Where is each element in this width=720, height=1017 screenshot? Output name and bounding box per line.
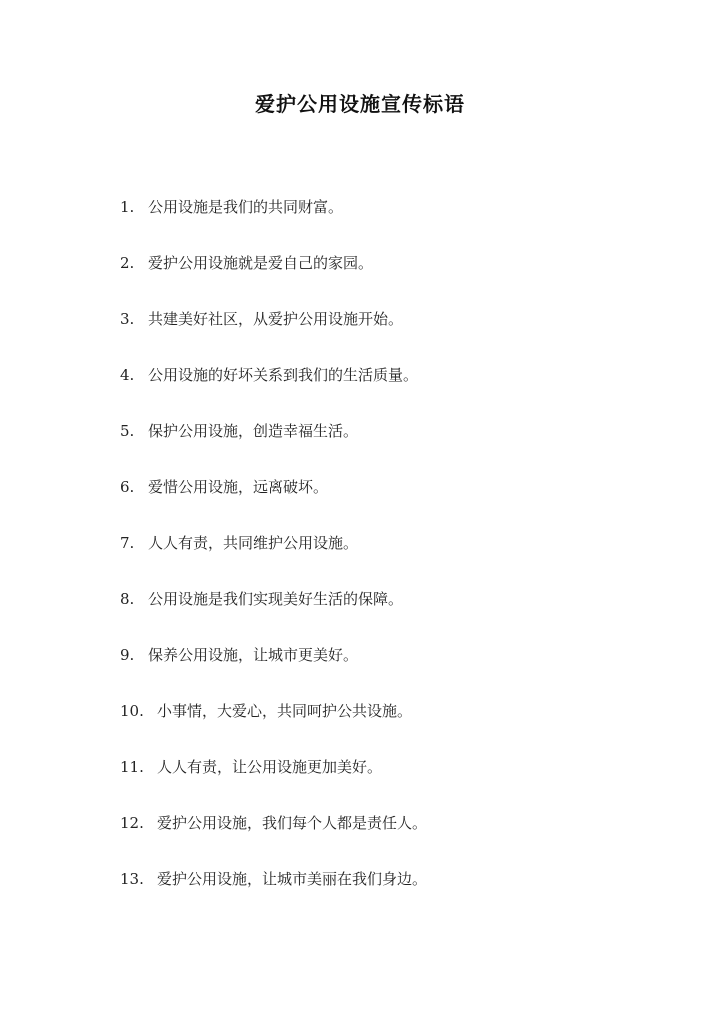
item-number: 10. (120, 702, 144, 720)
item-text: 小事情，大爱心，共同呵护公共设施。 (157, 702, 413, 720)
list-item (120, 476, 680, 532)
list-item (120, 532, 680, 588)
item-number: 11. (120, 758, 144, 776)
list-item (120, 196, 680, 252)
list-item (120, 588, 680, 644)
item-number: 9. (120, 646, 135, 664)
list-item (120, 644, 680, 700)
item-text: 人人有责，让公用设施更加美好。 (157, 758, 383, 776)
item-text: 保护公用设施，创造幸福生活。 (148, 422, 359, 440)
list-item (120, 868, 680, 924)
item-number: 6. (120, 478, 135, 496)
list-item (120, 252, 680, 308)
item-number: 13. (120, 870, 144, 888)
item-text: 人人有责，共同维护公用设施。 (148, 534, 359, 552)
document-title: 爱护公用设施宣传标语 (255, 92, 465, 116)
item-number: 8. (120, 590, 135, 608)
item-number: 5. (120, 422, 135, 440)
item-number: 1. (120, 198, 135, 216)
list-item (120, 700, 680, 756)
item-number: 7. (120, 534, 135, 552)
item-text: 爱护公用设施就是爱自己的家园。 (148, 254, 374, 272)
list-item (120, 756, 680, 812)
item-text: 公用设施是我们的共同财富。 (148, 198, 344, 216)
list-item (120, 308, 680, 364)
list-item (120, 812, 680, 868)
item-text: 公用设施是我们实现美好生活的保障。 (148, 590, 404, 608)
item-text: 爱护公用设施，让城市美丽在我们身边。 (157, 870, 428, 888)
list-item (120, 420, 680, 476)
item-text: 保养公用设施，让城市更美好。 (148, 646, 359, 664)
item-number: 2. (120, 254, 135, 272)
item-number: 12. (120, 814, 144, 832)
item-text: 爱惜公用设施，远离破坏。 (148, 478, 329, 496)
list-item (120, 364, 680, 420)
item-number: 3. (120, 310, 135, 328)
item-text: 共建美好社区，从爱护公用设施开始。 (148, 310, 404, 328)
item-text: 公用设施的好坏关系到我们的生活质量。 (148, 366, 419, 384)
item-number: 4. (120, 366, 135, 384)
slogan-list (120, 196, 680, 924)
item-text: 爱护公用设施，我们每个人都是责任人。 (157, 814, 428, 832)
